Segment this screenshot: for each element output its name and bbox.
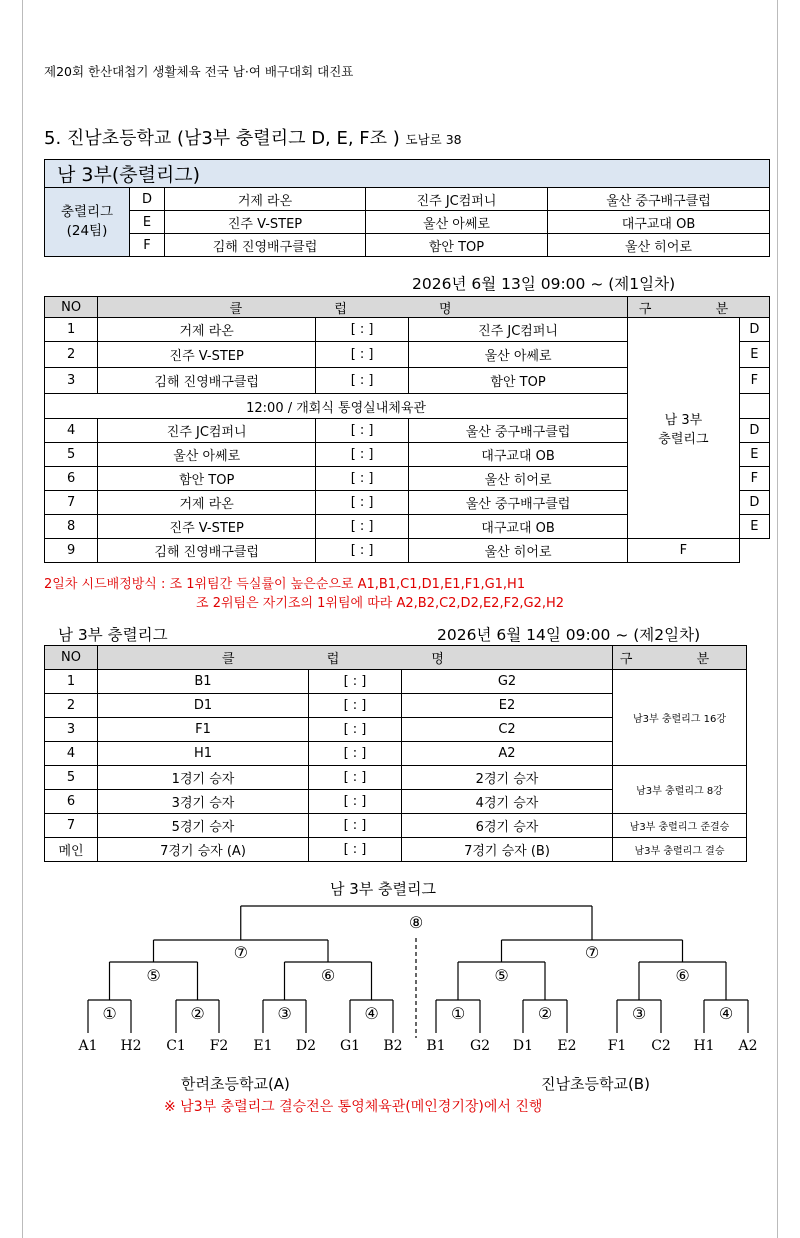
home-team: H1 <box>98 742 309 766</box>
home-team: 1경기 승자 <box>98 766 309 790</box>
group-letter: F <box>739 368 769 394</box>
away-team: 진주 JC컴퍼니 <box>409 318 628 342</box>
team-label: H2 <box>120 1038 142 1054</box>
round8-label: 남3부 충렬리그 8강 <box>613 766 747 814</box>
score-box: [ : ] <box>309 742 402 766</box>
group-letter: D <box>739 491 769 515</box>
team-label: F1 <box>607 1038 627 1054</box>
score-box: [ : ] <box>309 670 402 694</box>
group-row <box>45 211 770 234</box>
division-cell <box>628 318 740 539</box>
ceremony-text: 12:00 / 개회식 통영실내체육관 <box>45 394 628 419</box>
away-team: 6경기 승자 <box>402 814 613 838</box>
semifinal-match-number: ⑦ <box>584 943 600 962</box>
home-team: B1 <box>98 670 309 694</box>
away-team: 울산 중구배구클럽 <box>409 491 628 515</box>
away-team: 울산 히어로 <box>409 539 628 563</box>
away-team: 울산 중구배구클럽 <box>409 419 628 443</box>
home-team: D1 <box>98 694 309 718</box>
group-team: 대구교대 OB <box>548 211 770 234</box>
home-team: 김해 진영배구클럽 <box>98 539 316 563</box>
home-team: 진주 V-STEP <box>98 342 316 368</box>
score-box: [ : ] <box>309 814 402 838</box>
home-team: 거제 라온 <box>98 491 316 515</box>
score-box: [ : ] <box>309 718 402 742</box>
score-box: [ : ] <box>316 342 409 368</box>
match-no: 1 <box>45 318 98 342</box>
round1-match-number: ④ <box>718 1004 734 1023</box>
seed-note-line1: 2일차 시드배정방식 : 조 1위팀간 득실률이 높은순으로 A1,B1,C1,D1,E1,F1,G1,H1 <box>44 577 526 592</box>
home-team: 함안 TOP <box>98 467 316 491</box>
team-label: A1 <box>78 1038 98 1054</box>
document-header: 제20회 한산대첩기 생활체육 전국 남·여 배구대회 대진표 <box>44 64 354 79</box>
group-letter: F <box>739 467 769 491</box>
score-box: [ : ] <box>309 694 402 718</box>
score-box: [ : ] <box>309 838 402 862</box>
team-label: F2 <box>209 1038 229 1054</box>
score-box: [ : ] <box>316 467 409 491</box>
score-box: [ : ] <box>316 515 409 539</box>
group-letter: F <box>628 539 740 563</box>
round1-match-number: ④ <box>364 1004 379 1023</box>
header-club: 클 럽 명 <box>98 297 628 318</box>
group-label-line2: (24팀) <box>66 223 108 239</box>
division-line1: 남 3부 <box>664 413 703 428</box>
away-team: 대구교대 OB <box>409 443 628 467</box>
match-no: 7 <box>45 491 98 515</box>
match-no: 2 <box>45 342 98 368</box>
header-club: 클 럽 명 <box>98 646 613 670</box>
group-letter: E <box>739 443 769 467</box>
table-row <box>45 539 770 563</box>
round1-match-number: ③ <box>631 1004 647 1023</box>
semifinal-match-number: ⑦ <box>233 943 248 962</box>
team-label: E1 <box>253 1038 273 1054</box>
match-no: 4 <box>45 742 98 766</box>
home-team: 7경기 승자 (A) <box>98 838 309 862</box>
home-team: 5경기 승자 <box>98 814 309 838</box>
match-no: 6 <box>45 467 98 491</box>
bracket-title: 남 3부 충렬리그 <box>330 880 437 898</box>
team-label: H1 <box>693 1038 715 1054</box>
away-team: 2경기 승자 <box>402 766 613 790</box>
round1-match-number: ① <box>102 1004 117 1023</box>
match-no: 메인 <box>45 838 98 862</box>
score-box: [ : ] <box>316 318 409 342</box>
match-no: 1 <box>45 670 98 694</box>
score-box: [ : ] <box>316 491 409 515</box>
table-row <box>45 670 747 694</box>
away-team: C2 <box>402 718 613 742</box>
group-letter: E <box>739 342 769 368</box>
round2-match-number: ⑤ <box>146 966 161 985</box>
group-letter: E <box>130 211 165 234</box>
home-team: 울산 아쎄로 <box>98 443 316 467</box>
away-team: 함안 TOP <box>409 368 628 394</box>
match-no: 3 <box>45 368 98 394</box>
bracket-labels <box>77 913 757 1054</box>
score-box: [ : ] <box>316 368 409 394</box>
home-team: 진주 JC컴퍼니 <box>98 419 316 443</box>
score-box: [ : ] <box>309 766 402 790</box>
score-box: [ : ] <box>309 790 402 814</box>
score-box: [ : ] <box>316 539 409 563</box>
group-label <box>45 188 130 257</box>
team-label: B2 <box>383 1038 403 1054</box>
bracket-diagram <box>0 900 800 1060</box>
round1-match-number: ② <box>537 1004 553 1023</box>
header-division: 구 분 <box>613 646 747 670</box>
match-no: 8 <box>45 515 98 539</box>
team-label: G1 <box>339 1038 361 1054</box>
team-label: C1 <box>166 1038 186 1054</box>
away-team: 울산 아쎄로 <box>409 342 628 368</box>
group-team: 거제 라온 <box>165 188 366 211</box>
round1-match-number: ② <box>190 1004 205 1023</box>
day2-match-table <box>44 645 747 862</box>
group-label-line1: 충렬리그 <box>60 204 114 220</box>
table-row <box>45 814 747 838</box>
group-letter: D <box>739 419 769 443</box>
table-row <box>45 318 770 342</box>
seed-note-line2: 조 2위팀은 자기조의 1위팀에 따라 A2,B2,C2,D2,E2,F2,G2,H2 <box>196 596 564 611</box>
team-label: D2 <box>295 1038 317 1054</box>
group-team: 울산 아쎄로 <box>366 211 548 234</box>
bracket-note: ※ 남3부 충렬리그 결승전은 통영체육관(메인경기장)에서 진행 <box>164 1099 543 1115</box>
round1-match-number: ③ <box>277 1004 292 1023</box>
home-team: 거제 라온 <box>98 318 316 342</box>
final-match-number: ⑧ <box>408 913 424 932</box>
header-division: 구 분 <box>628 297 770 318</box>
group-team: 김해 진영배구클럽 <box>165 234 366 257</box>
away-team: A2 <box>402 742 613 766</box>
away-team: G2 <box>402 670 613 694</box>
table-row <box>45 838 747 862</box>
group-letter: F <box>130 234 165 257</box>
match-no: 4 <box>45 419 98 443</box>
section-title <box>44 124 462 150</box>
round1-match-number: ① <box>450 1004 466 1023</box>
round2-match-number: ⑤ <box>494 966 509 985</box>
table-row <box>45 766 747 790</box>
team-label: E2 <box>557 1038 577 1054</box>
semi-label: 남3부 충렬리그 준결승 <box>613 814 747 838</box>
group-team: 울산 히어로 <box>548 234 770 257</box>
score-box: [ : ] <box>316 443 409 467</box>
match-no: 5 <box>45 766 98 790</box>
away-team: E2 <box>402 694 613 718</box>
group-team: 진주 JC컴퍼니 <box>366 188 548 211</box>
header-no: NO <box>45 297 98 318</box>
group-letter: D <box>739 318 769 342</box>
home-team: 진주 V-STEP <box>98 515 316 539</box>
round2-match-number: ⑥ <box>320 966 336 985</box>
match-no: 5 <box>45 443 98 467</box>
away-team: 울산 히어로 <box>409 467 628 491</box>
venue-address: 도남로 38 <box>405 132 462 147</box>
right-school: 진남초등학교(B) <box>541 1075 650 1093</box>
team-label: B1 <box>426 1038 446 1054</box>
section-title-text: 5. 진남초등학교 (남3부 충렬리그 D, E, F조 ) <box>44 128 400 149</box>
header-no: NO <box>45 646 98 670</box>
team-label: G2 <box>469 1038 491 1054</box>
group-row <box>45 188 770 211</box>
team-label: D1 <box>512 1038 534 1054</box>
day1-date: 2026년 6월 13일 09:00 ~ (제1일차) <box>412 275 676 293</box>
away-team: 대구교대 OB <box>409 515 628 539</box>
group-letter: D <box>130 188 165 211</box>
group-row <box>45 234 770 257</box>
match-no: 7 <box>45 814 98 838</box>
match-no: 3 <box>45 718 98 742</box>
home-team: 김해 진영배구클럽 <box>98 368 316 394</box>
empty-cell <box>739 394 769 419</box>
match-no: 6 <box>45 790 98 814</box>
match-no: 2 <box>45 694 98 718</box>
home-team: F1 <box>98 718 309 742</box>
away-team: 7경기 승자 (B) <box>402 838 613 862</box>
group-team: 진주 V-STEP <box>165 211 366 234</box>
team-label: C2 <box>651 1038 671 1054</box>
round2-match-number: ⑥ <box>675 966 690 985</box>
group-team: 함안 TOP <box>366 234 548 257</box>
final-label: 남3부 충렬리그 결승 <box>613 838 747 862</box>
home-team: 3경기 승자 <box>98 790 309 814</box>
score-box: [ : ] <box>316 419 409 443</box>
round16-label: 남3부 충렬리그 16강 <box>613 670 747 766</box>
match-no: 9 <box>45 539 98 563</box>
day2-league-title: 남 3부 충렬리그 <box>58 626 168 644</box>
group-table-title: 남 3부(충렬리그) <box>45 160 770 188</box>
group-table <box>44 159 770 257</box>
group-letter: E <box>739 515 769 539</box>
group-team: 울산 중구배구클럽 <box>548 188 770 211</box>
day2-date: 2026년 6월 14일 09:00 ~ (제2일차) <box>437 626 701 644</box>
day1-match-table <box>44 296 770 563</box>
team-label: A2 <box>738 1038 758 1054</box>
left-school: 한려초등학교(A) <box>181 1075 290 1093</box>
away-team: 4경기 승자 <box>402 790 613 814</box>
division-line2: 충렬리그 <box>658 432 709 447</box>
